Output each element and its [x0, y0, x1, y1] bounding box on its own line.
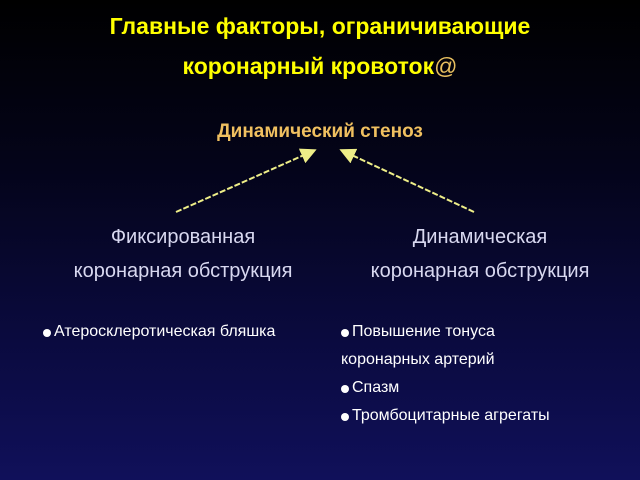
right-heading-line1: Динамическая: [412, 226, 548, 248]
slide-subtitle: Динамический стеноз: [217, 121, 423, 142]
right-factor-list: [341, 318, 550, 430]
list-item: Повышение тонуса: [341, 318, 550, 346]
bullet-icon: [341, 385, 349, 393]
left-heading-line2: коронарная обструкция: [73, 260, 293, 282]
list-item-continuation: коронарных артерий: [341, 351, 495, 368]
list-item: Атеросклеротическая бляшка: [43, 318, 275, 346]
bullet-icon: [341, 329, 349, 337]
arrow-left: [176, 151, 313, 212]
slide-title-line2-text: коронарный кровоток: [182, 53, 435, 79]
left-column-heading: [38, 220, 328, 288]
right-heading-line2: коронарная обструкция: [370, 260, 590, 282]
right-column-heading: [335, 220, 625, 288]
left-heading-line1: Фиксированная: [110, 226, 256, 248]
at-symbol: @: [434, 53, 458, 79]
list-item: Тромбоцитарные агрегаты: [341, 402, 550, 430]
left-factor-list: [43, 318, 275, 346]
bullet-icon: [341, 413, 349, 421]
arrow-right: [343, 151, 474, 212]
bullet-icon: [43, 329, 51, 337]
slide-title-line1: Главные факторы, ограничивающие: [109, 13, 531, 39]
list-item: Спазм: [341, 374, 550, 402]
